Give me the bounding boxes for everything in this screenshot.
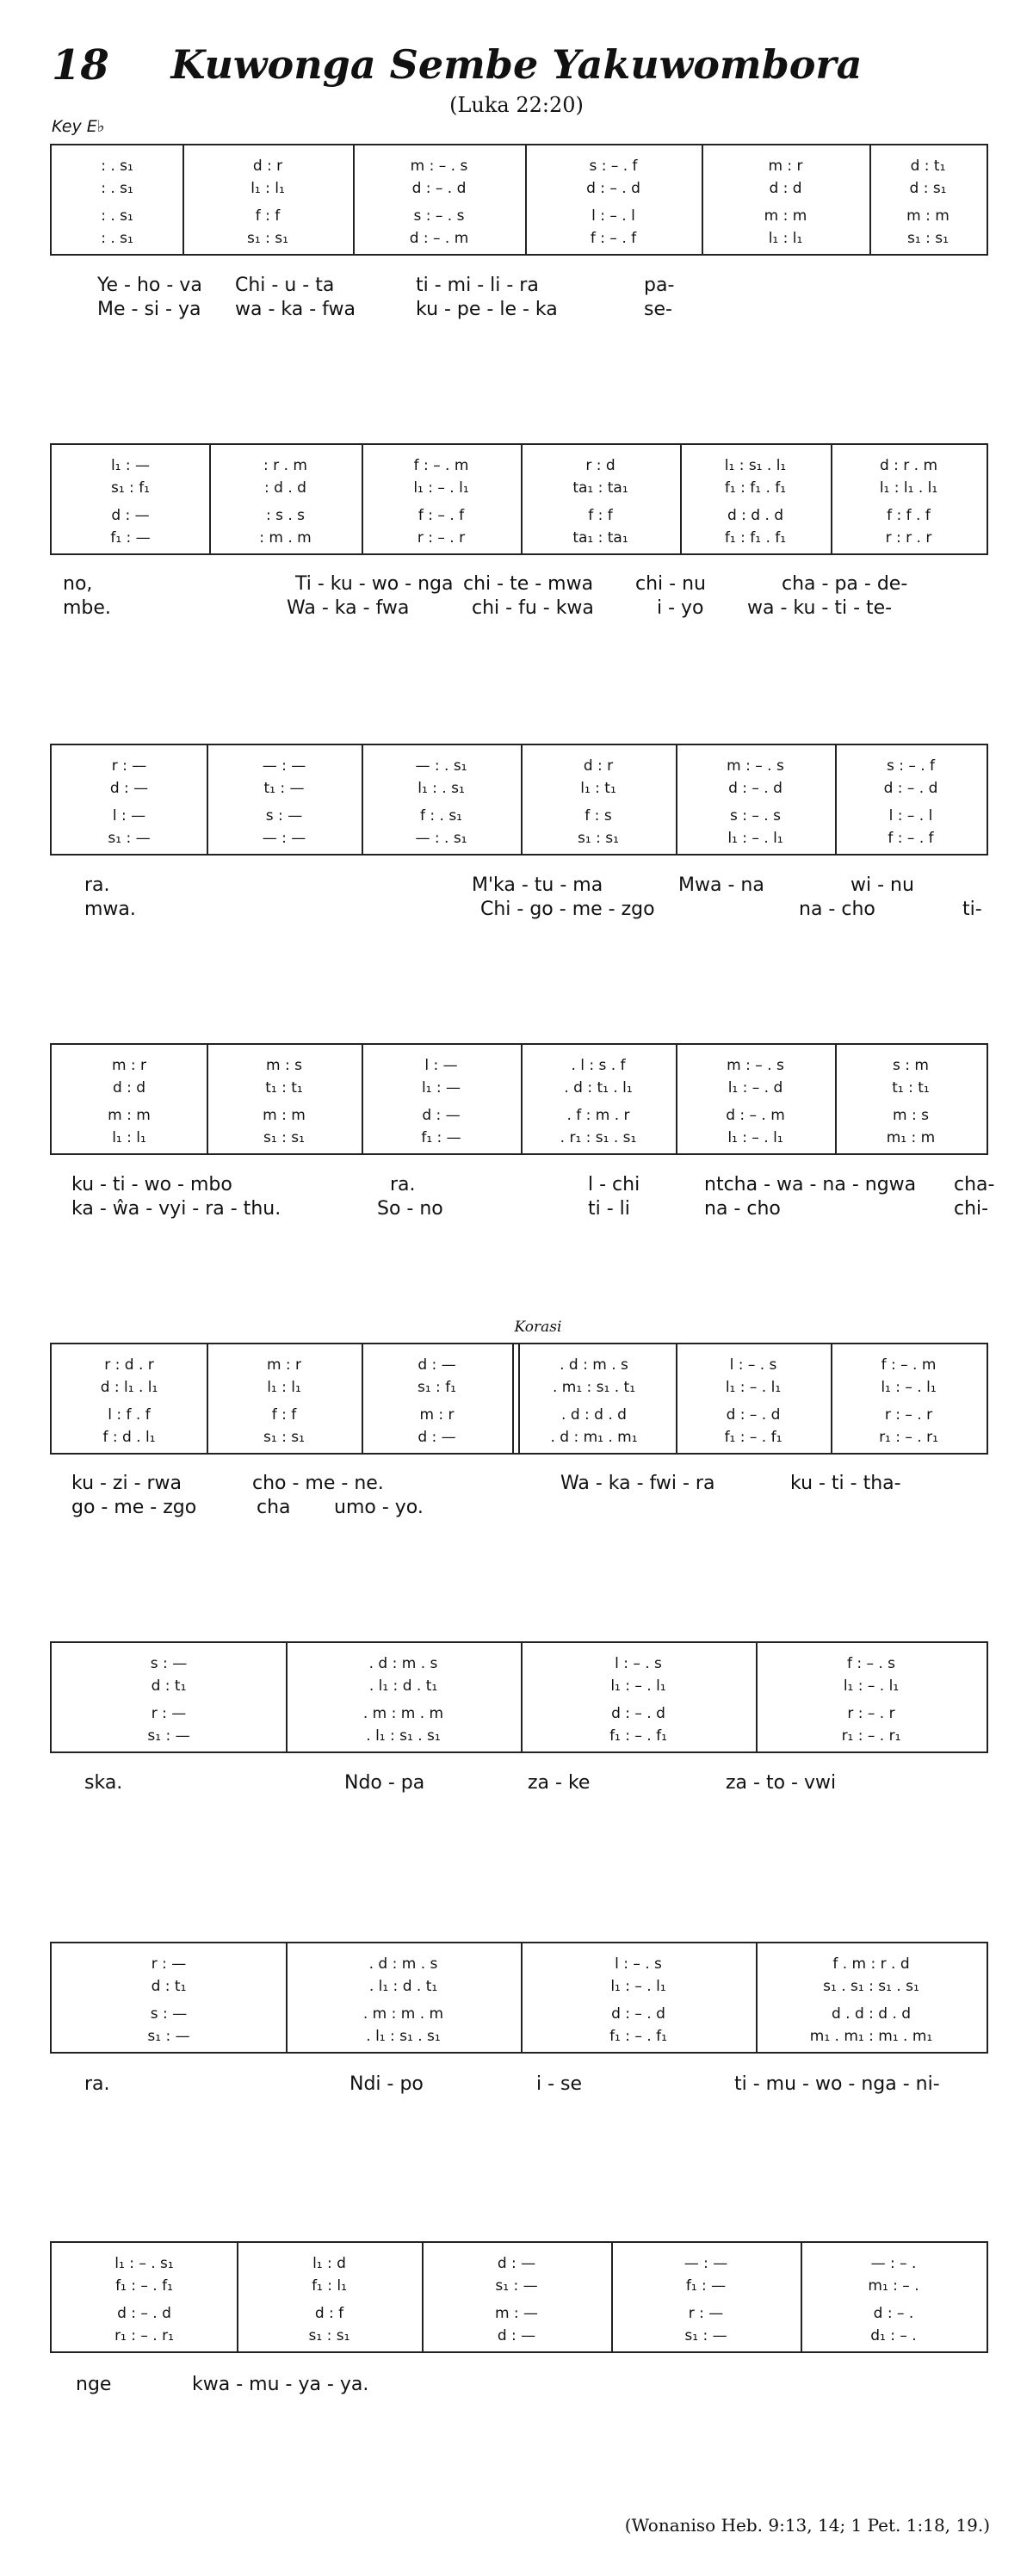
solfa-note: f₁ : — — [110, 529, 151, 547]
solfa-note: m₁ : – . — [868, 2277, 919, 2295]
solfa-note: m : r — [111, 1057, 147, 1074]
solfa-note: f : – . f — [888, 830, 934, 847]
lyric-line — [50, 898, 988, 922]
lyric-syllables: cha- — [954, 1174, 995, 1195]
lyric-syllables: wi - nu — [851, 874, 914, 896]
solfa-note: m : m — [263, 1107, 306, 1124]
lyric-line — [50, 298, 988, 322]
solfa-note: d : d — [769, 180, 802, 197]
lyric-syllables: mwa. — [84, 899, 136, 920]
lyric-line — [50, 1496, 988, 1520]
lyric-syllables: chi- — [954, 1198, 989, 1220]
lyric-syllables: cha — [257, 1497, 291, 1518]
solfa-note: l₁ : . s₁ — [418, 780, 465, 797]
solfa-note: . d : t₁ . l₁ — [564, 1079, 633, 1096]
solfa-note: : . s₁ — [101, 230, 133, 247]
solfa-note: d : s₁ — [909, 180, 947, 197]
solfa-note: r : — — [151, 1705, 187, 1722]
bar-line — [756, 1943, 758, 2052]
solfa-note: r : — — [111, 757, 147, 775]
solfa-note: m : – . s — [410, 158, 468, 175]
solfa-note: f₁ : — — [421, 1129, 461, 1146]
lyric-syllables: ti - li — [588, 1198, 630, 1220]
lyric-syllables: Wa - ka - fwa — [287, 597, 410, 619]
bar-line — [209, 445, 211, 553]
bar-line — [702, 145, 703, 254]
lyric-syllables: Mwa - na — [678, 874, 764, 896]
solfa-note: l₁ : — — [110, 457, 151, 474]
lyric-syllables: za - ke — [528, 1772, 591, 1794]
lyric-syllables: cho - me - ne. — [252, 1473, 384, 1494]
solfa-note: f : . s₁ — [420, 807, 462, 825]
solfa-note: l₁ : – . l₁ — [881, 1379, 937, 1396]
music-system — [50, 1043, 988, 1155]
bar-line — [521, 1045, 523, 1153]
bar-line — [676, 1045, 677, 1153]
solfa-note: d : – . d — [728, 780, 782, 797]
solfa-note: s₁ : s₁ — [263, 1429, 305, 1446]
lyric-syllables: chi - fu - kwa — [472, 597, 594, 619]
solfa-note: f : – . m — [881, 1356, 937, 1374]
lyric-syllables: Chi - go - me - zgo — [480, 899, 655, 920]
music-system — [50, 1343, 988, 1455]
lyric-syllables: ti - mu - wo - nga - ni- — [734, 2073, 940, 2095]
lyric-syllables: i - se — [536, 2073, 583, 2095]
hymn-number: 18 — [52, 41, 109, 90]
lyric-syllables: ku - zi - rwa — [71, 1473, 182, 1494]
solfa-note: s₁ : s₁ — [247, 230, 288, 247]
solfa-note: f₁ : – . f₁ — [115, 2277, 173, 2295]
solfa-note: d : — — [109, 780, 149, 797]
bar-line — [525, 145, 527, 254]
solfa-note: l₁ : – . s₁ — [114, 2255, 174, 2272]
solfa-note: d : – . d — [411, 180, 467, 197]
solfa-note: d : — — [111, 507, 150, 524]
music-system — [50, 1641, 988, 1753]
solfa-note: m : — — [494, 2305, 539, 2322]
solfa-note: f : f — [588, 507, 613, 524]
bar-line — [521, 445, 523, 553]
solfa-note: l₁ : s₁ . l₁ — [724, 457, 787, 474]
solfa-note: d : t₁ — [910, 158, 946, 175]
lyric-syllables: ku - ti - wo - mbo — [71, 1174, 232, 1195]
solfa-note: s₁ : f₁ — [110, 479, 150, 497]
solfa-note: m : m — [764, 207, 807, 225]
solfa-note: . m₁ : s₁ . t₁ — [552, 1379, 636, 1396]
solfa-note: d . d : d . d — [831, 2005, 912, 2023]
solfa-note: s : m — [893, 1057, 929, 1074]
lyric-syllables: za - to - vwi — [726, 1772, 837, 1794]
bar-line — [521, 1643, 523, 1751]
solfa-note: r : r . r — [885, 529, 932, 547]
solfa-note: r₁ : – . r₁ — [114, 2327, 174, 2344]
bar-line — [286, 1643, 288, 1751]
solfa-note: d : — — [497, 2255, 536, 2272]
solfa-note: d : – . d — [611, 1705, 665, 1722]
solfa-note: . d : m . s — [368, 1655, 438, 1672]
lyric-syllables: Wa - ka - fwi - ra — [560, 1473, 715, 1494]
solfa-note: : r . m — [263, 457, 307, 474]
solfa-note: s : – . s — [730, 807, 781, 825]
solfa-note: d : – . — [873, 2305, 914, 2322]
solfa-note: : . s₁ — [101, 180, 133, 197]
solfa-note: l₁ : d — [312, 2255, 346, 2272]
lyric-line — [50, 1771, 988, 1795]
solfa-note: ta₁ : ta₁ — [572, 479, 628, 497]
lyric-syllables: So - no — [377, 1198, 443, 1220]
lyric-syllables: ra. — [84, 874, 110, 896]
solfa-note: d : – . d — [117, 2305, 171, 2322]
bar-line — [521, 745, 523, 854]
music-system — [50, 443, 988, 555]
music-system — [50, 744, 988, 856]
solfa-note: l : – . s — [729, 1356, 777, 1374]
solfa-note: l₁ : – . l₁ — [843, 1677, 900, 1695]
solfa-note: . l₁ : s₁ . s₁ — [366, 2028, 441, 2045]
solfa-note: d : d — [112, 1079, 146, 1096]
lyric-syllables: ra. — [390, 1174, 416, 1195]
solfa-note: l₁ : – . l₁ — [727, 830, 783, 847]
lyric-syllables: ra. — [84, 2073, 110, 2095]
solfa-note: r : d . r — [104, 1356, 154, 1374]
solfa-note: : m . m — [259, 529, 312, 547]
solfa-note: l₁ : – . d — [727, 1079, 783, 1096]
solfa-note: f : s — [585, 807, 612, 825]
bar-line — [362, 1045, 363, 1153]
solfa-note: m : s — [893, 1107, 929, 1124]
lyric-syllables: wa - ka - fwa — [235, 299, 356, 320]
solfa-note: m : s — [266, 1057, 302, 1074]
solfa-note: f₁ : — — [685, 2277, 727, 2295]
lyric-syllables: ku - pe - le - ka — [416, 299, 558, 320]
solfa-note: m₁ . m₁ : m₁ . m₁ — [809, 2028, 933, 2045]
bar-line — [362, 1344, 363, 1453]
solfa-note: . f : m . r — [566, 1107, 630, 1124]
bar-line — [611, 2243, 613, 2351]
solfa-note: d : d . d — [727, 507, 784, 524]
solfa-note: d : — — [418, 1356, 456, 1374]
solfa-note: . d : m . s — [560, 1356, 628, 1374]
solfa-note: r₁ : – . r₁ — [841, 1727, 901, 1745]
music-system — [50, 1942, 988, 2054]
solfa-note: l₁ : – . l₁ — [725, 1379, 782, 1396]
lyric-syllables: ti - mi - li - ra — [416, 275, 539, 296]
solfa-note: d : r . m — [879, 457, 938, 474]
solfa-note: l₁ : l₁ — [112, 1129, 146, 1146]
solfa-note: m : m — [108, 1107, 151, 1124]
solfa-note: s : — — [265, 807, 303, 825]
lyric-line — [50, 1472, 988, 1496]
bar-line — [835, 745, 837, 854]
bar-line — [237, 2243, 238, 2351]
solfa-note: s : — — [150, 2005, 188, 2023]
lyric-line — [50, 274, 988, 298]
solfa-note: l : – . l — [591, 207, 635, 225]
solfa-note: f : f — [271, 1406, 297, 1424]
bar-line — [835, 1045, 837, 1153]
solfa-note: d : — — [422, 1107, 461, 1124]
solfa-note: . l₁ : s₁ . s₁ — [366, 1727, 441, 1745]
lyric-syllables: ku - ti - tha- — [790, 1473, 901, 1494]
solfa-note: r₁ : – . r₁ — [879, 1429, 938, 1446]
lyric-syllables: Chi - u - ta — [235, 275, 335, 296]
solfa-note: l₁ : – . l₁ — [610, 1978, 666, 1995]
lyric-syllables: na - cho — [704, 1198, 781, 1220]
solfa-note: m : – . s — [727, 1057, 784, 1074]
solfa-note: m : r — [768, 158, 803, 175]
solfa-note: . d : m₁ . m₁ — [550, 1429, 638, 1446]
solfa-note: l₁ : – . l₁ — [610, 1677, 666, 1695]
solfa-note: . d : m . s — [368, 1955, 438, 1973]
lyric-syllables: wa - ku - ti - te- — [747, 597, 893, 619]
lyric-syllables: nge — [76, 2374, 112, 2395]
solfa-note: — : . s₁ — [415, 757, 467, 775]
solfa-note: r : – . r — [417, 529, 466, 547]
solfa-note: s₁ : — — [684, 2327, 727, 2344]
bar-line — [362, 445, 363, 553]
lyric-line — [50, 572, 988, 596]
solfa-note: t₁ : t₁ — [265, 1079, 303, 1096]
lyric-syllables: l - chi — [588, 1174, 640, 1195]
bar-line — [362, 745, 363, 854]
solfa-note: . m : m . m — [362, 2005, 444, 2023]
korasi-label: Korasi — [514, 1319, 562, 1336]
solfa-note: l : – . s — [615, 1955, 662, 1973]
solfa-note: f₁ : – . f₁ — [609, 1727, 667, 1745]
lyric-syllables: Me - si - ya — [97, 299, 201, 320]
solfa-note: : d . d — [264, 479, 306, 497]
solfa-note: d : – . d — [726, 1406, 781, 1424]
solfa-note: s₁ : — — [495, 2277, 538, 2295]
bar-line — [676, 745, 677, 854]
bar-line — [207, 1344, 208, 1453]
solfa-note: l₁ : l₁ — [267, 1379, 301, 1396]
solfa-note: . l₁ : d . t₁ — [368, 1677, 438, 1695]
solfa-note: s₁ : s₁ — [263, 1129, 305, 1146]
solfa-note: s₁ : — — [147, 1727, 190, 1745]
lyric-syllables: go - me - zgo — [71, 1497, 197, 1518]
solfa-note: d : t₁ — [151, 1677, 187, 1695]
solfa-note: f₁ : l₁ — [312, 2277, 347, 2295]
solfa-note: d₁ : – . — [870, 2327, 917, 2344]
solfa-note: r : — — [688, 2305, 724, 2322]
solfa-note: f : f . f — [887, 507, 931, 524]
lyric-syllables: na - cho — [799, 899, 875, 920]
solfa-note: l₁ : l₁ — [251, 180, 285, 197]
bar-line — [756, 1643, 758, 1751]
lyric-syllables: cha - pa - de- — [782, 573, 908, 595]
lyric-syllables: chi - nu — [635, 573, 706, 595]
solfa-note: m : r — [419, 1406, 455, 1424]
solfa-note: — : . s₁ — [415, 830, 467, 847]
solfa-note: d : – . d — [611, 2005, 665, 2023]
lyric-line — [50, 596, 988, 621]
solfa-note: s₁ . s₁ : s₁ . s₁ — [823, 1978, 919, 1995]
solfa-note: r : d — [585, 457, 615, 474]
solfa-note: s : – . f — [589, 158, 638, 175]
lyric-syllables: chi - te - mwa — [463, 573, 594, 595]
solfa-note: d : – . m — [726, 1107, 785, 1124]
scripture-reference: (Luka 22:20) — [449, 93, 584, 117]
solfa-note: s : — — [150, 1655, 188, 1672]
solfa-note: d : r — [252, 158, 283, 175]
lyric-syllables: no, — [63, 573, 93, 595]
bar-line — [422, 2243, 424, 2351]
solfa-note: : s . s — [265, 507, 306, 524]
solfa-note: s₁ : f₁ — [417, 1379, 456, 1396]
solfa-note: l : – . s — [615, 1655, 662, 1672]
bar-line — [831, 1344, 832, 1453]
solfa-note: . r₁ : s₁ . s₁ — [560, 1129, 637, 1146]
solfa-note: — : — — [262, 830, 306, 847]
music-system — [50, 2241, 988, 2353]
solfa-note: s₁ : s₁ — [907, 230, 949, 247]
solfa-note: . l₁ : d . t₁ — [368, 1978, 438, 1995]
lyric-syllables: i - yo — [657, 597, 704, 619]
solfa-note: f : – . s — [846, 1655, 896, 1672]
solfa-note: f : – . f — [590, 230, 637, 247]
lyric-line — [50, 1197, 988, 1221]
bar-line — [182, 145, 184, 254]
solfa-note: r : – . r — [847, 1705, 895, 1722]
solfa-note: — : — — [684, 2255, 728, 2272]
solfa-note: d : l₁ . l₁ — [100, 1379, 158, 1396]
solfa-note: f . m : r . d — [832, 1955, 910, 1973]
lyric-syllables: kwa - mu - ya - ya. — [192, 2374, 369, 2395]
solfa-note: s₁ : s₁ — [578, 830, 619, 847]
solfa-note: d : — — [497, 2327, 536, 2344]
solfa-note: f : – . f — [418, 507, 465, 524]
lyric-syllables: mbe. — [63, 597, 111, 619]
solfa-note: s : – . f — [886, 757, 936, 775]
solfa-note: d : r — [583, 757, 614, 775]
solfa-note: — : – . — [870, 2255, 917, 2272]
lyric-syllables: se- — [644, 299, 672, 320]
lyric-line — [50, 2073, 988, 2097]
bar-line — [353, 145, 355, 254]
bar-line — [286, 1943, 288, 2052]
solfa-note: m₁ : m — [886, 1129, 936, 1146]
bar-line — [680, 445, 682, 553]
bar-line — [831, 445, 832, 553]
solfa-note: d : – . d — [883, 780, 938, 797]
solfa-note: r : – . r — [884, 1406, 933, 1424]
music-system — [50, 144, 988, 256]
bar-line — [207, 745, 208, 854]
solfa-note: r : — — [151, 1955, 187, 1973]
lyric-syllables: ska. — [84, 1772, 123, 1794]
lyric-line — [50, 874, 988, 898]
solfa-note: l : — — [424, 1057, 458, 1074]
solfa-note: f₁ : – . f₁ — [609, 2028, 667, 2045]
lyric-syllables: ntcha - wa - na - ngwa — [704, 1174, 917, 1195]
solfa-note: m : m — [906, 207, 949, 225]
bar-line — [521, 1943, 523, 2052]
solfa-note: . m : m . m — [362, 1705, 444, 1722]
solfa-note: l₁ : l₁ — [768, 230, 803, 247]
footer-references: (Wonaniso Heb. 9:13, 14; 1 Pet. 1:18, 19.) — [624, 2515, 990, 2536]
bar-line — [869, 145, 871, 254]
solfa-note: l₁ : – . l₁ — [727, 1129, 783, 1146]
solfa-note: d : — — [418, 1429, 456, 1446]
solfa-note: . d : d . d — [561, 1406, 627, 1424]
solfa-note: m : r — [266, 1356, 302, 1374]
solfa-note: l₁ : l₁ . l₁ — [879, 479, 938, 497]
solfa-note: d : – . d — [586, 180, 640, 197]
lyric-syllables: Ye - ho - va — [97, 275, 202, 296]
solfa-note: : . s₁ — [101, 158, 133, 175]
bar-line — [801, 2243, 802, 2351]
solfa-note: s₁ : s₁ — [308, 2327, 350, 2344]
lyric-line — [50, 1173, 995, 1197]
solfa-note: l₁ : — — [421, 1079, 461, 1096]
solfa-note: s : – . s — [413, 207, 465, 225]
lyric-syllables: Ndo - pa — [344, 1772, 425, 1794]
hymn-title: Kuwonga Sembe Yakuwombora — [170, 41, 863, 88]
lyric-syllables: pa- — [644, 275, 675, 296]
solfa-note: d : f — [314, 2305, 344, 2322]
solfa-note: f : d . l₁ — [102, 1429, 156, 1446]
solfa-note: l : – . l — [888, 807, 933, 825]
solfa-note: d : – . m — [409, 230, 469, 247]
solfa-note: f₁ : – . f₁ — [724, 1429, 782, 1446]
solfa-note: f₁ : f₁ . f₁ — [724, 479, 787, 497]
solfa-note: f₁ : f₁ . f₁ — [724, 529, 787, 547]
lyric-syllables: Ti - ku - wo - nga — [295, 573, 454, 595]
solfa-note: l₁ : – . l₁ — [413, 479, 469, 497]
solfa-note: l₁ : t₁ — [580, 780, 616, 797]
solfa-note: . l : s . f — [571, 1057, 626, 1074]
solfa-note: t₁ : t₁ — [892, 1079, 930, 1096]
solfa-note: s₁ : — — [108, 830, 151, 847]
lyric-syllables: ka - ŵa - vyi - ra - thu. — [71, 1198, 281, 1220]
solfa-note: l : f . f — [108, 1406, 151, 1424]
solfa-note: f : – . m — [413, 457, 469, 474]
bar-line — [207, 1045, 208, 1153]
key-signature: Key E♭ — [52, 117, 105, 136]
solfa-note: t₁ : — — [263, 780, 305, 797]
bar-line — [676, 1344, 677, 1453]
lyric-syllables: ti- — [962, 899, 982, 920]
lyric-line — [50, 2373, 988, 2397]
solfa-note: l : — — [112, 807, 146, 825]
solfa-note: — : — — [262, 757, 306, 775]
solfa-note: s₁ : — — [147, 2028, 190, 2045]
lyric-syllables: M'ka - tu - ma — [472, 874, 603, 896]
lyric-syllables: umo - yo. — [334, 1497, 424, 1518]
solfa-note: : . s₁ — [101, 207, 133, 225]
solfa-note: m : – . s — [727, 757, 784, 775]
lyric-syllables: Ndi - po — [349, 2073, 424, 2095]
solfa-note: f : f — [255, 207, 281, 225]
solfa-note: d : t₁ — [151, 1978, 187, 1995]
solfa-note: ta₁ : ta₁ — [572, 529, 628, 547]
